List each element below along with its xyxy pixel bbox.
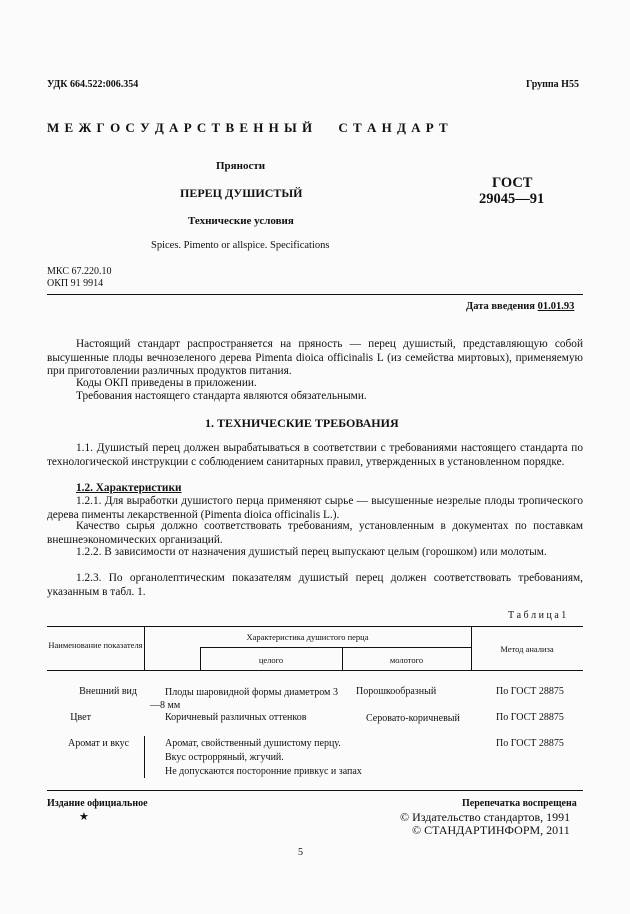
row-left-rule xyxy=(144,736,145,778)
row-method: По ГОСТ 28875 xyxy=(496,712,564,723)
star-icon: ★ xyxy=(79,811,89,823)
row-name: Внешний вид xyxy=(79,686,137,697)
mandatory-note: Требования настоящего стандарта являются обязательными. xyxy=(76,390,367,402)
row-name: Цвет xyxy=(70,712,91,723)
row-name: Аромат и вкус xyxy=(68,738,130,749)
quality-paragraph: Качество сырья должно соответствовать требованиям, установленным в документах по поставкам внешнеэкономических организаций. xyxy=(47,520,583,546)
copyright-1991: © Издательство стандартов, 1991 xyxy=(400,810,571,824)
col-characteristic-header: Характеристика душистого перца xyxy=(246,632,369,642)
copyright-2011: © СТАНДАРТИНФОРМ, 2011 xyxy=(412,823,570,837)
title-english: Spices. Pimento or allspice. Specifications xyxy=(151,240,330,251)
table-header-rule xyxy=(47,670,583,671)
row-whole: Плоды шаровидной формы диаметром 3—8 мм xyxy=(150,687,338,711)
okp-code: ОКП 91 9914 xyxy=(47,278,104,289)
col-ground-header: молотого xyxy=(389,655,424,665)
reprint-notice: Перепечатка воспрещена xyxy=(462,798,577,809)
standard-banner: М Е Ж Г О С У Д А Р С Т В Е Н Н Ы Й С Т А Н Д А Р Т xyxy=(47,120,448,135)
footer-rule xyxy=(47,790,583,791)
introduction-date-value: 01.01.93 xyxy=(537,301,575,312)
intro-paragraph: Настоящий стандарт распространяется на пряность — перец душистый, представляющую собой высушенные плоды вечнозеленого дерева Pimenta dioica officinalis L (из семейства миртовых), применяемую при приготовлении различных продуктов питания. xyxy=(47,338,583,378)
aroma-line-3: Не допускаются посторонние привкус и запах xyxy=(165,766,362,777)
row-whole: Коричневый различных оттенков xyxy=(165,712,307,723)
subheader-rule xyxy=(200,647,471,648)
clause-1-2-heading: 1.2. Характеристики xyxy=(76,482,182,494)
group-code: Группа Н55 xyxy=(526,79,579,90)
table-caption: Т а б л и ц а 1 xyxy=(508,610,567,621)
page-number: 5 xyxy=(298,847,303,858)
col-method-header: Метод анализа xyxy=(500,644,554,654)
aroma-line-2: Вкус острopряный, жгучий. xyxy=(165,752,284,763)
row-ground: Порошкообразный xyxy=(356,686,437,697)
mks-code: МКС 67.220.10 xyxy=(47,266,112,277)
row-method: По ГОСТ 28875 xyxy=(496,738,564,749)
section-heading: 1. ТЕХНИЧЕСКИЕ ТРЕБОВАНИЯ xyxy=(205,416,399,430)
table-top-rule xyxy=(47,626,583,627)
col-indicator-header: Наименование показателя xyxy=(48,640,143,650)
col-whole-header: целого xyxy=(258,655,284,665)
clause-1-2-3: 1.2.3. По органолептическим показателям душистый перец должен соответствовать требованиям, указанным в табл. 1. xyxy=(47,572,583,598)
title-subtitle: Технические условия xyxy=(188,215,294,227)
clause-1-2-2: 1.2.2. В зависимости от назначения душистый перец выпускают целым (горошком) или молотым. xyxy=(76,546,547,558)
row-ground: Серовато-коричневый xyxy=(366,713,460,724)
header-divider xyxy=(47,294,583,295)
title-category: Пряности xyxy=(216,160,266,172)
page-title: ПЕРЕЦ ДУШИСТЫЙ xyxy=(180,186,303,200)
gost-number: 29045—91 xyxy=(479,191,545,207)
introduction-date xyxy=(466,301,574,312)
okp-note: Коды ОКП приведены в приложении. xyxy=(76,377,257,389)
clause-1-2-1: 1.2.1. Для выработки душистого перца применяют сырье — высушенные незрелые плоды тропического дерева пименты лекарственной (Pimenta dioica officinalis L.). xyxy=(47,495,583,521)
official-edition: Издание официальное xyxy=(47,798,148,809)
introduction-date-label: Дата введения xyxy=(466,301,535,312)
clause-1-1: 1.1. Душистый перец должен вырабатываться в соответствии с требованиями настоящего стандарта по технологической инструкции с соблюдением санитарных правил, утвержденных в установленном порядке. xyxy=(47,442,583,468)
gost-label: ГОСТ xyxy=(492,175,533,191)
udk-code: УДК 664.522:006.354 xyxy=(47,79,139,90)
row-method: По ГОСТ 28875 xyxy=(496,686,564,697)
aroma-line-1: Аромат, свойственный душистому перцу. xyxy=(165,738,341,749)
